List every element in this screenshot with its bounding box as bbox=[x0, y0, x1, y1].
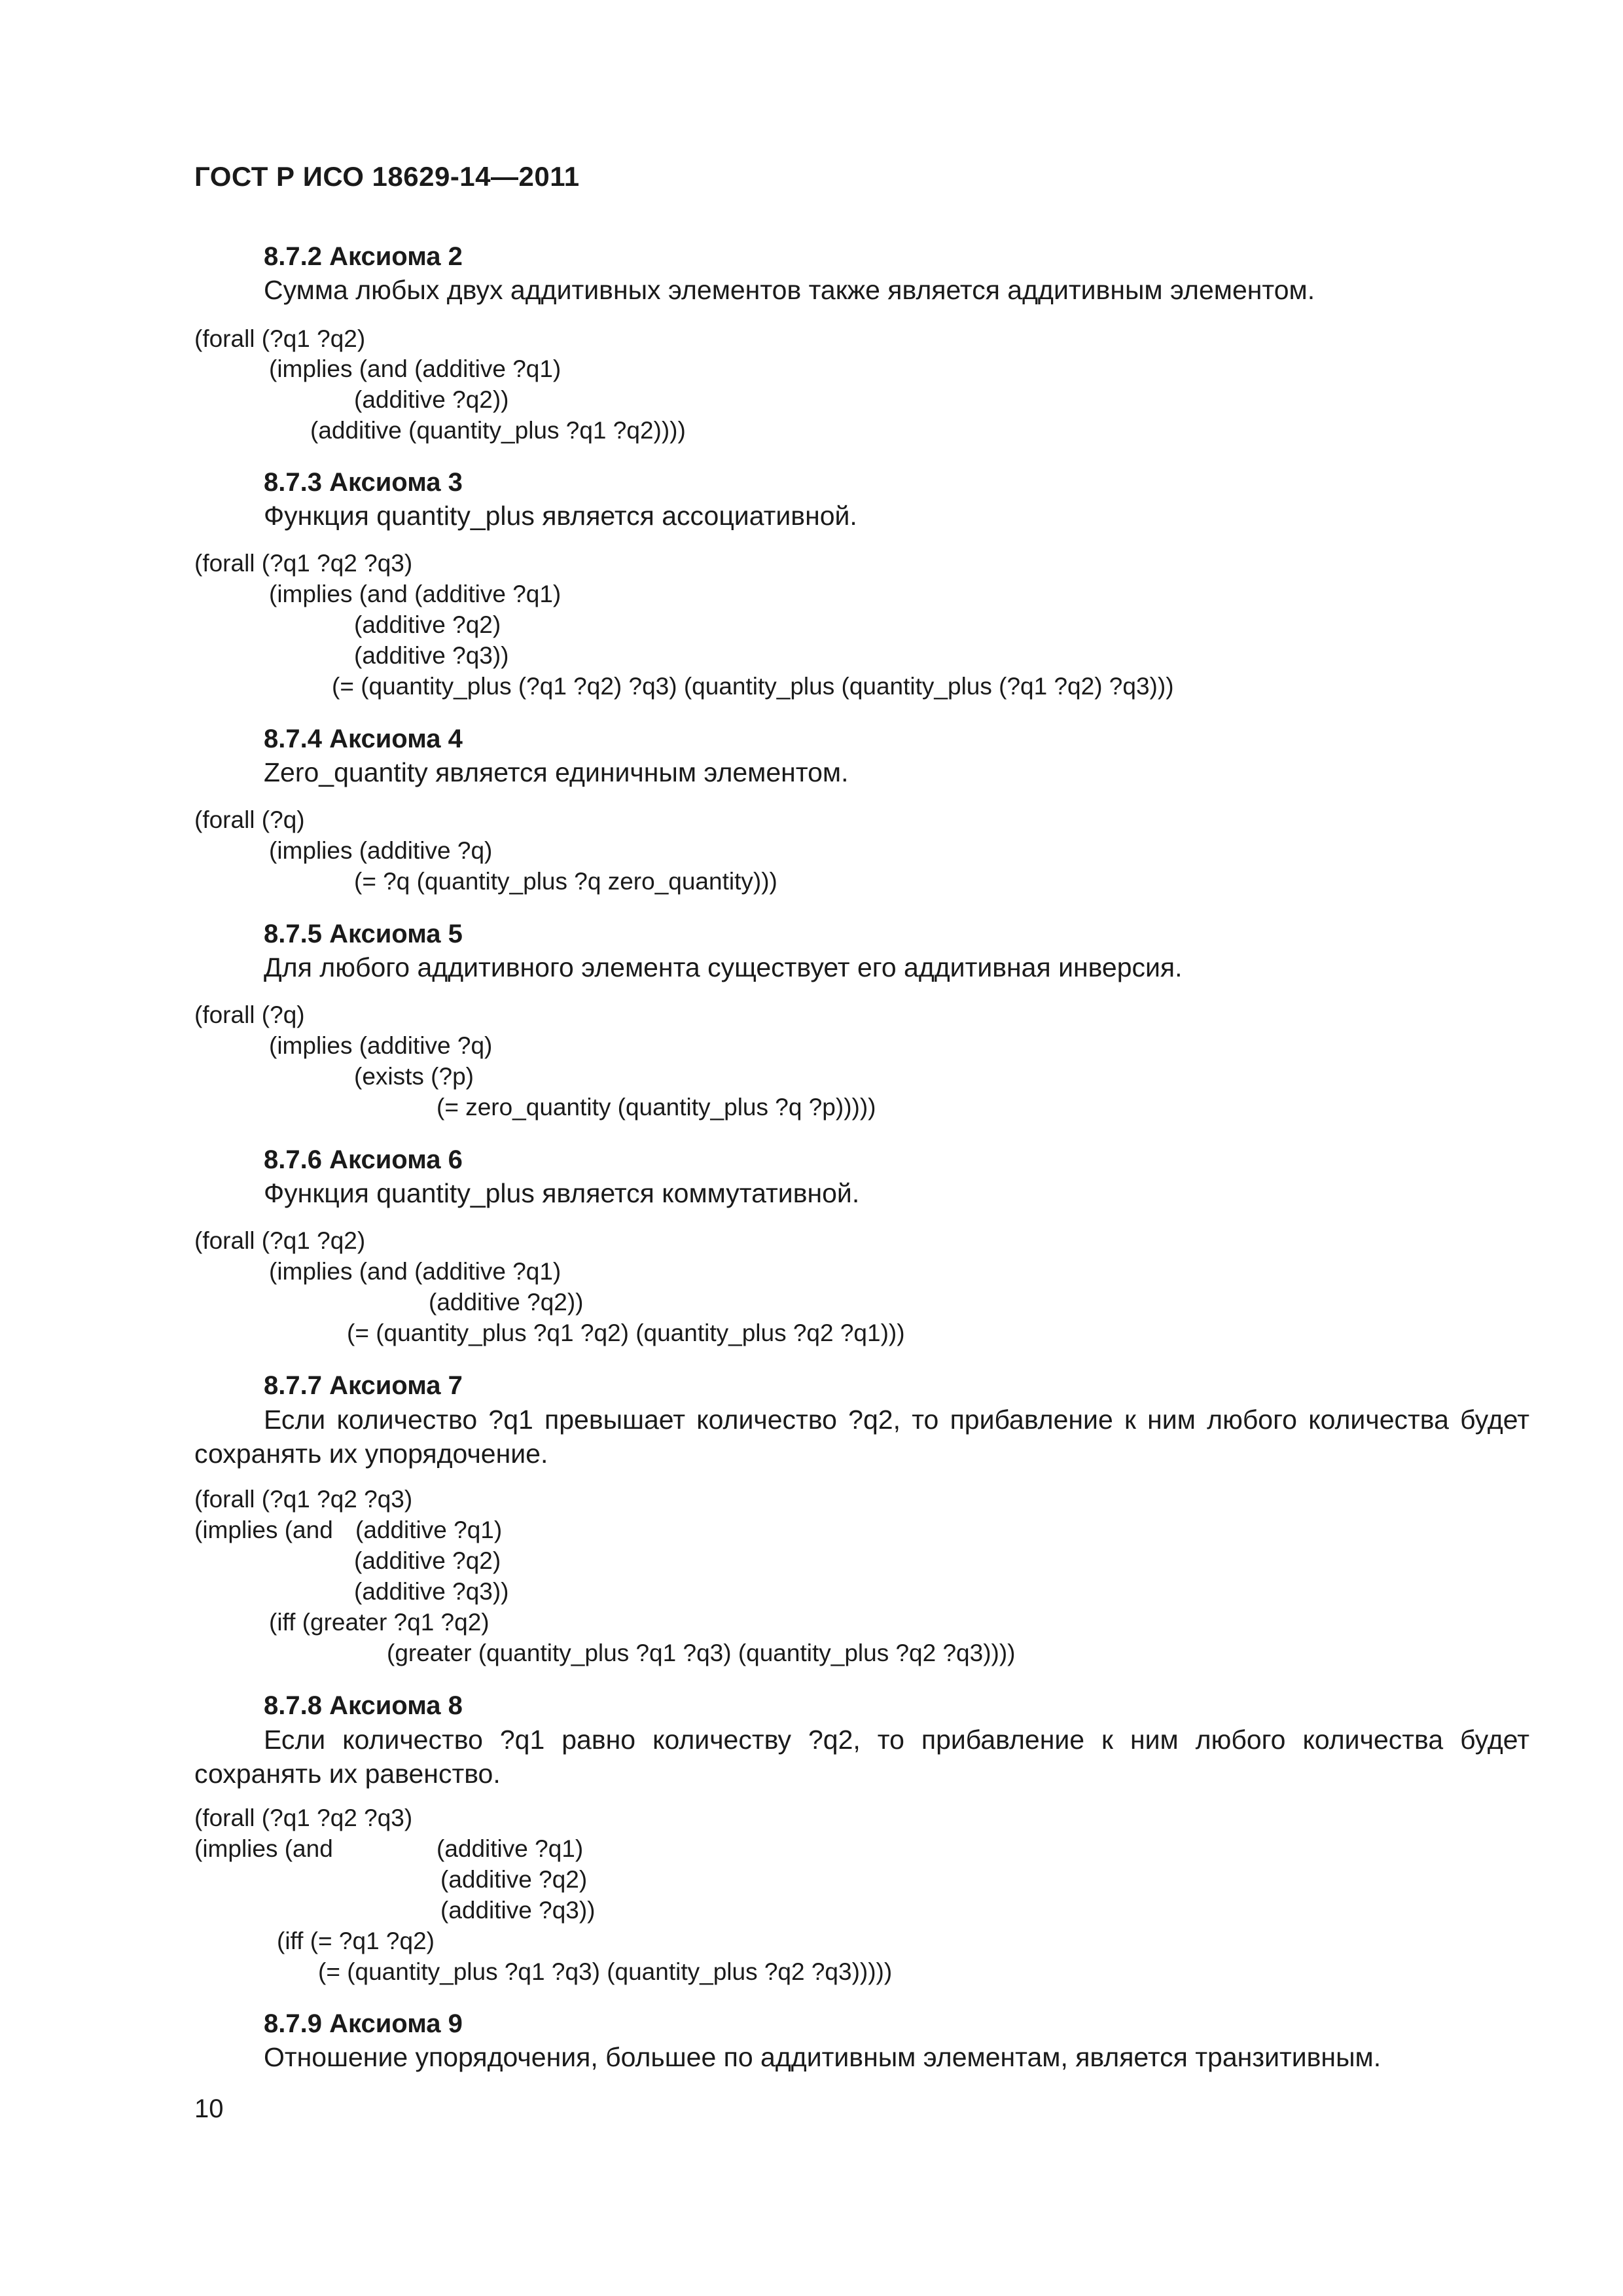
code-line: (iff (greater ?q1 ?q2) bbox=[269, 1609, 490, 1636]
code-line: (additive ?q3)) bbox=[440, 1897, 596, 1924]
code-line: (iff (= ?q1 ?q2) bbox=[277, 1928, 435, 1954]
code-line: (= (quantity_plus (?q1 ?q2) ?q3) (quantity_plus (quantity_plus (?q1 ?q2) ?q3))) bbox=[332, 673, 1174, 700]
page-number: 10 bbox=[194, 2094, 224, 2123]
section-title-8-7-5: 8.7.5 Аксиома 5 bbox=[264, 920, 463, 948]
section-title-8-7-2: 8.7.2 Аксиома 2 bbox=[264, 242, 463, 271]
code-line: (forall (?q) bbox=[194, 1001, 305, 1028]
document-header: ГОСТ Р ИСО 18629-14—2011 bbox=[194, 161, 580, 192]
code-line: (forall (?q1 ?q2 ?q3) bbox=[194, 550, 413, 577]
code-line: (additive ?q2)) bbox=[354, 386, 509, 413]
code-line: (= (quantity_plus ?q1 ?q3) (quantity_plus ?q2 ?q3))))) bbox=[318, 1958, 893, 1985]
code-line: (additive ?q2) bbox=[354, 1547, 501, 1574]
code-line: (= (quantity_plus ?q1 ?q2) (quantity_plus ?q2 ?q1))) bbox=[347, 1319, 905, 1346]
code-line: (additive ?q2) bbox=[440, 1866, 588, 1893]
section-title-8-7-8: 8.7.8 Аксиома 8 bbox=[264, 1691, 463, 1720]
section-title-8-7-6: 8.7.6 Аксиома 6 bbox=[264, 1145, 463, 1174]
code-line: (forall (?q1 ?q2 ?q3) bbox=[194, 1804, 413, 1831]
code-line: (implies (additive ?q) bbox=[269, 837, 493, 864]
code-line: (additive ?q2) bbox=[354, 611, 501, 638]
code-line: (forall (?q1 ?q2) bbox=[194, 325, 366, 352]
section-text-8-7-2: Сумма любых двух аддитивных элементов также является аддитивным элементом. bbox=[264, 275, 1315, 305]
section-title-8-7-3: 8.7.3 Аксиома 3 bbox=[264, 468, 463, 497]
code-line: (implies (and bbox=[194, 1516, 333, 1543]
code-line: (additive ?q3)) bbox=[354, 642, 509, 669]
code-line: (implies (and bbox=[194, 1835, 333, 1862]
code-line: (= zero_quantity (quantity_plus ?q ?p))))) bbox=[437, 1094, 876, 1121]
code-line: (greater (quantity_plus ?q1 ?q3) (quantity_plus ?q2 ?q3)))) bbox=[387, 1640, 1016, 1666]
code-line: (implies (and (additive ?q1) bbox=[269, 581, 562, 607]
code-line: (implies (and (additive ?q1) bbox=[269, 1258, 562, 1285]
code-line: (exists (?p) bbox=[354, 1063, 474, 1090]
section-title-8-7-9: 8.7.9 Аксиома 9 bbox=[264, 2009, 463, 2038]
section-text-8-7-3: Функция quantity_plus является ассоциативной. bbox=[264, 501, 857, 531]
code-line: (forall (?q) bbox=[194, 806, 305, 833]
code-line: (implies (additive ?q) bbox=[269, 1032, 493, 1059]
code-line: (additive (quantity_plus ?q1 ?q2)))) bbox=[310, 417, 686, 444]
code-line: (= ?q (quantity_plus ?q zero_quantity))) bbox=[354, 868, 777, 895]
section-title-8-7-4: 8.7.4 Аксиома 4 bbox=[264, 725, 463, 753]
code-line: (additive ?q2)) bbox=[429, 1289, 584, 1316]
section-text-8-7-7: Если количество ?q1 превышает количество ?q2, то прибавление к ним любого количества будет сохранять их упорядочение. bbox=[194, 1405, 1529, 1469]
code-line: (additive ?q1) bbox=[437, 1835, 584, 1862]
section-text-8-7-5: Для любого аддитивного элемента существует его аддитивная инверсия. bbox=[264, 952, 1183, 982]
code-line: (forall (?q1 ?q2) bbox=[194, 1227, 366, 1254]
section-title-8-7-7: 8.7.7 Аксиома 7 bbox=[264, 1371, 463, 1400]
section-text-8-7-9: Отношение упорядочения, большее по аддитивным элементам, является транзитивным. bbox=[264, 2042, 1382, 2072]
section-text-8-7-6: Функция quantity_plus является коммутативной. bbox=[264, 1178, 860, 1208]
code-line: (implies (and (additive ?q1) bbox=[269, 355, 562, 382]
code-line: (additive ?q3)) bbox=[354, 1578, 509, 1605]
section-text-8-7-8: Если количество ?q1 равно количеству ?q2, то прибавление к ним любого количества будет сохранять их равенство. bbox=[194, 1725, 1529, 1789]
code-line: (forall (?q1 ?q2 ?q3) bbox=[194, 1486, 413, 1513]
code-line: (additive ?q1) bbox=[355, 1516, 503, 1543]
section-text-8-7-4: Zero_quantity является единичным элементом. bbox=[264, 757, 849, 787]
